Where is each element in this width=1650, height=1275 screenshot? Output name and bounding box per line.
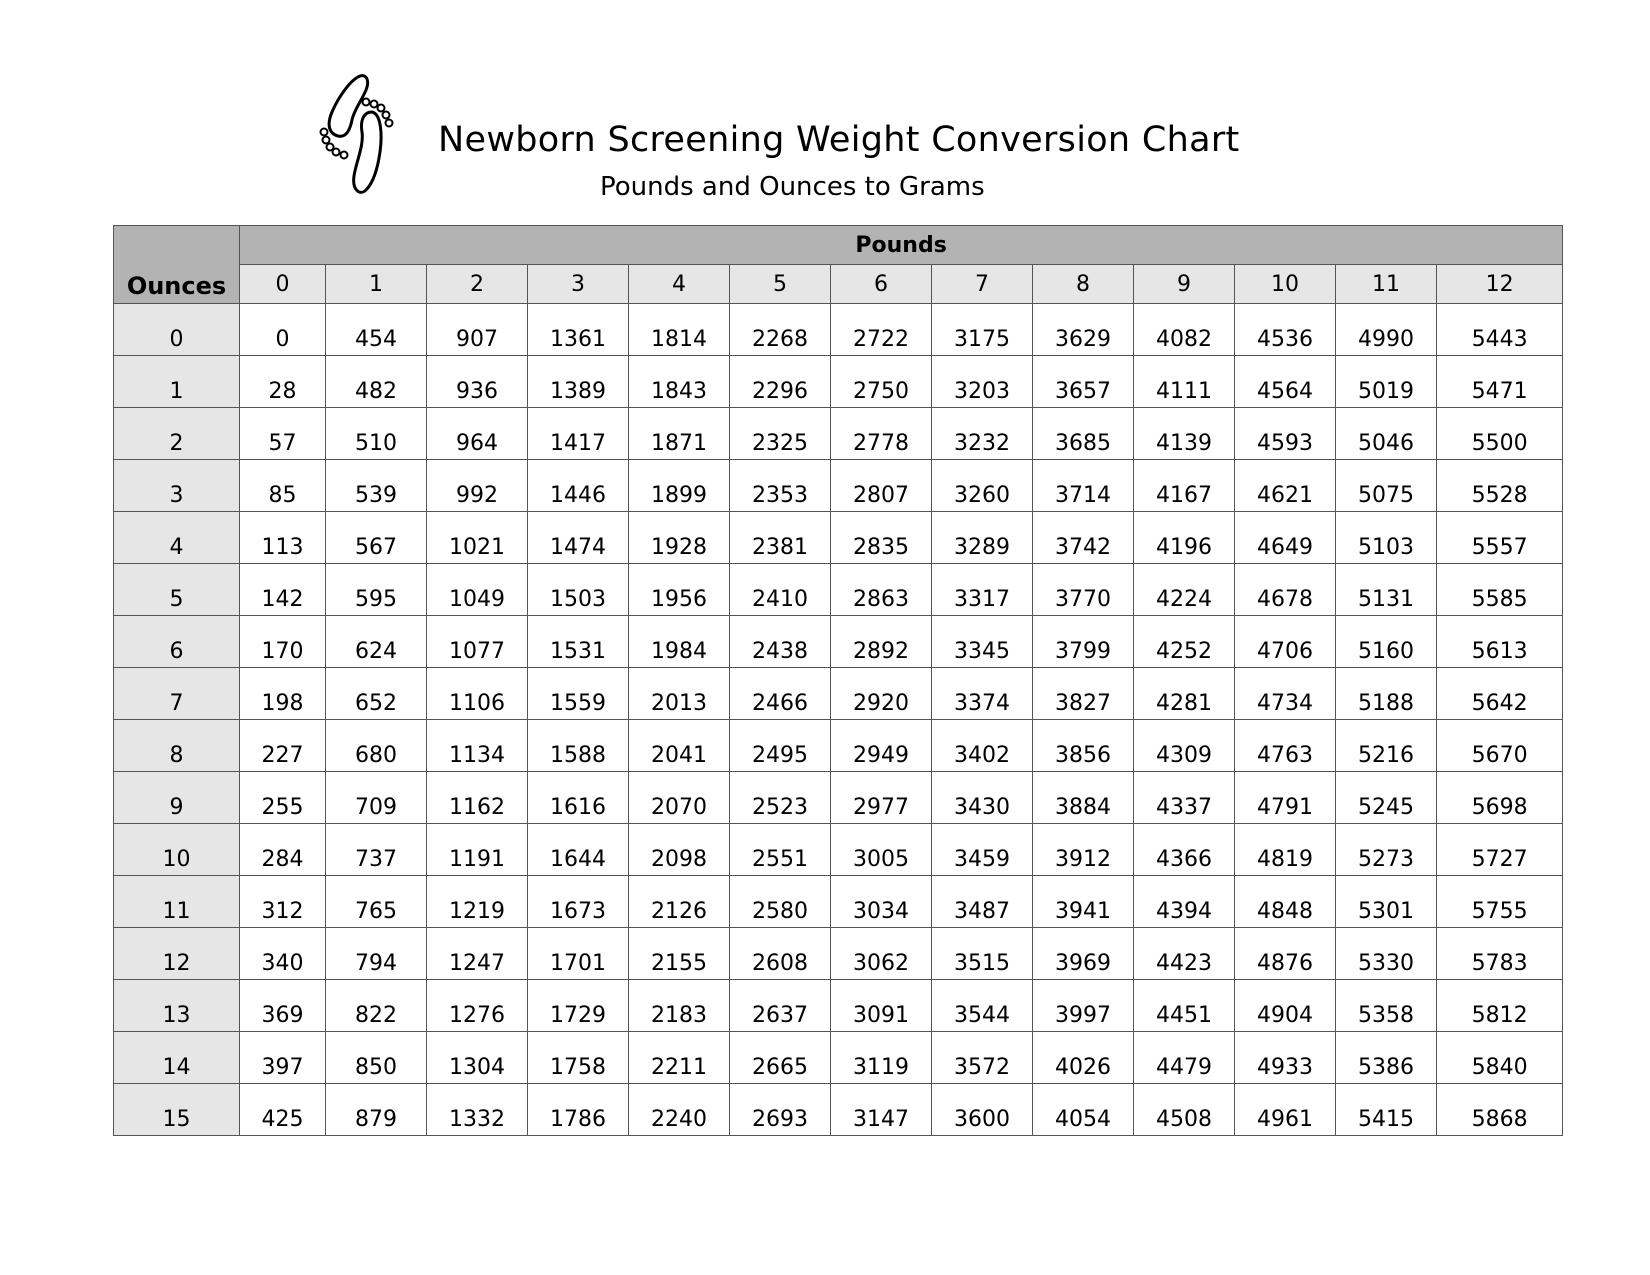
grams-cell: 1446	[528, 460, 629, 512]
ounces-row-header: 14	[114, 1032, 240, 1084]
grams-cell: 5216	[1336, 720, 1437, 772]
grams-cell: 822	[326, 980, 427, 1032]
grams-cell: 3091	[831, 980, 932, 1032]
grams-cell: 4366	[1134, 824, 1235, 876]
grams-cell: 454	[326, 304, 427, 356]
grams-cell: 4791	[1235, 772, 1336, 824]
grams-cell: 1786	[528, 1084, 629, 1136]
grams-cell: 369	[240, 980, 326, 1032]
grams-cell: 5131	[1336, 564, 1437, 616]
grams-cell: 4621	[1235, 460, 1336, 512]
grams-cell: 3657	[1033, 356, 1134, 408]
grams-cell: 709	[326, 772, 427, 824]
table-row	[114, 564, 1563, 616]
grams-cell: 3856	[1033, 720, 1134, 772]
grams-cell: 4564	[1235, 356, 1336, 408]
ounces-row-header: 10	[114, 824, 240, 876]
grams-cell: 2013	[629, 668, 730, 720]
grams-cell: 2183	[629, 980, 730, 1032]
pound-column-header: 10	[1235, 265, 1336, 304]
grams-cell: 2155	[629, 928, 730, 980]
grams-cell: 4026	[1033, 1032, 1134, 1084]
footprints-icon	[316, 72, 406, 202]
grams-cell: 1984	[629, 616, 730, 668]
grams-cell: 4309	[1134, 720, 1235, 772]
grams-cell: 113	[240, 512, 326, 564]
grams-cell: 624	[326, 616, 427, 668]
pound-column-header: 4	[629, 265, 730, 304]
grams-cell: 0	[240, 304, 326, 356]
grams-cell: 1049	[427, 564, 528, 616]
grams-cell: 4933	[1235, 1032, 1336, 1084]
grams-cell: 4848	[1235, 876, 1336, 928]
grams-cell: 4337	[1134, 772, 1235, 824]
grams-cell: 2126	[629, 876, 730, 928]
grams-cell: 5557	[1437, 512, 1563, 564]
pound-column-header: 6	[831, 265, 932, 304]
grams-cell: 3034	[831, 876, 932, 928]
table-row	[114, 928, 1563, 980]
grams-cell: 2863	[831, 564, 932, 616]
grams-cell: 3969	[1033, 928, 1134, 980]
grams-cell: 2892	[831, 616, 932, 668]
grams-cell: 3232	[932, 408, 1033, 460]
grams-cell: 2608	[730, 928, 831, 980]
grams-cell: 1361	[528, 304, 629, 356]
grams-cell: 2296	[730, 356, 831, 408]
grams-cell: 2920	[831, 668, 932, 720]
table-row	[114, 980, 1563, 1032]
grams-cell: 2466	[730, 668, 831, 720]
table-row	[114, 720, 1563, 772]
grams-cell: 5273	[1336, 824, 1437, 876]
grams-cell: 4706	[1235, 616, 1336, 668]
grams-cell: 1219	[427, 876, 528, 928]
ounces-row-header: 15	[114, 1084, 240, 1136]
grams-cell: 5415	[1336, 1084, 1437, 1136]
grams-cell: 4423	[1134, 928, 1235, 980]
pound-column-header: 1	[326, 265, 427, 304]
conversion-table	[113, 225, 1563, 1136]
page-title: Newborn Screening Weight Conversion Chart	[438, 120, 1240, 160]
grams-cell: 2722	[831, 304, 932, 356]
grams-cell: 1417	[528, 408, 629, 460]
grams-cell: 5642	[1437, 668, 1563, 720]
pound-column-header: 5	[730, 265, 831, 304]
grams-cell: 4196	[1134, 512, 1235, 564]
ounces-row-header: 9	[114, 772, 240, 824]
grams-cell: 2523	[730, 772, 831, 824]
pound-column-header: 0	[240, 265, 326, 304]
grams-cell: 1758	[528, 1032, 629, 1084]
grams-cell: 2778	[831, 408, 932, 460]
grams-cell: 2949	[831, 720, 932, 772]
grams-cell: 1644	[528, 824, 629, 876]
grams-cell: 3742	[1033, 512, 1134, 564]
grams-cell: 5160	[1336, 616, 1437, 668]
grams-cell: 4082	[1134, 304, 1235, 356]
ounces-row-header: 2	[114, 408, 240, 460]
grams-cell: 567	[326, 512, 427, 564]
pounds-header: Pounds	[240, 226, 1563, 265]
grams-cell: 1956	[629, 564, 730, 616]
table-row	[114, 772, 1563, 824]
grams-cell: 3402	[932, 720, 1033, 772]
grams-cell: 1928	[629, 512, 730, 564]
grams-cell: 3799	[1033, 616, 1134, 668]
grams-cell: 765	[326, 876, 427, 928]
grams-cell: 2353	[730, 460, 831, 512]
grams-cell: 3941	[1033, 876, 1134, 928]
header-row-pound-values	[114, 265, 1563, 304]
grams-cell: 3175	[932, 304, 1033, 356]
grams-cell: 1134	[427, 720, 528, 772]
grams-cell: 5103	[1336, 512, 1437, 564]
grams-cell: 5840	[1437, 1032, 1563, 1084]
grams-cell: 2750	[831, 356, 932, 408]
grams-cell: 28	[240, 356, 326, 408]
grams-cell: 2098	[629, 824, 730, 876]
page-subtitle: Pounds and Ounces to Grams	[600, 172, 985, 202]
grams-cell: 907	[427, 304, 528, 356]
grams-cell: 5358	[1336, 980, 1437, 1032]
grams-cell: 3260	[932, 460, 1033, 512]
grams-cell: 1559	[528, 668, 629, 720]
grams-cell: 1503	[528, 564, 629, 616]
grams-cell: 4819	[1235, 824, 1336, 876]
grams-cell: 1814	[629, 304, 730, 356]
grams-cell: 1701	[528, 928, 629, 980]
grams-cell: 4111	[1134, 356, 1235, 408]
grams-cell: 5500	[1437, 408, 1563, 460]
grams-cell: 992	[427, 460, 528, 512]
ounces-row-header: 1	[114, 356, 240, 408]
grams-cell: 3997	[1033, 980, 1134, 1032]
grams-cell: 5301	[1336, 876, 1437, 928]
grams-cell: 4649	[1235, 512, 1336, 564]
grams-cell: 4394	[1134, 876, 1235, 928]
grams-cell: 2693	[730, 1084, 831, 1136]
grams-cell: 1304	[427, 1032, 528, 1084]
grams-cell: 2325	[730, 408, 831, 460]
grams-cell: 2807	[831, 460, 932, 512]
pound-column-header: 3	[528, 265, 629, 304]
grams-cell: 4904	[1235, 980, 1336, 1032]
grams-cell: 3119	[831, 1032, 932, 1084]
pound-column-header: 12	[1437, 265, 1563, 304]
grams-cell: 3147	[831, 1084, 932, 1136]
grams-cell: 397	[240, 1032, 326, 1084]
grams-cell: 936	[427, 356, 528, 408]
grams-cell: 539	[326, 460, 427, 512]
grams-cell: 4139	[1134, 408, 1235, 460]
table-row	[114, 304, 1563, 356]
grams-cell: 5670	[1437, 720, 1563, 772]
grams-cell: 2665	[730, 1032, 831, 1084]
ounces-row-header: 7	[114, 668, 240, 720]
grams-cell: 3317	[932, 564, 1033, 616]
grams-cell: 2268	[730, 304, 831, 356]
table-header	[114, 226, 1563, 304]
grams-cell: 5330	[1336, 928, 1437, 980]
grams-cell: 3203	[932, 356, 1033, 408]
table-row	[114, 512, 1563, 564]
ounces-row-header: 12	[114, 928, 240, 980]
ounces-header: Ounces	[114, 226, 240, 304]
grams-cell: 1588	[528, 720, 629, 772]
pound-column-header: 9	[1134, 265, 1235, 304]
grams-cell: 4479	[1134, 1032, 1235, 1084]
grams-cell: 1474	[528, 512, 629, 564]
grams-cell: 4876	[1235, 928, 1336, 980]
grams-cell: 1871	[629, 408, 730, 460]
grams-cell: 4961	[1235, 1084, 1336, 1136]
grams-cell: 964	[427, 408, 528, 460]
grams-cell: 4281	[1134, 668, 1235, 720]
grams-cell: 5698	[1437, 772, 1563, 824]
grams-cell: 2070	[629, 772, 730, 824]
grams-cell: 5868	[1437, 1084, 1563, 1136]
grams-cell: 5443	[1437, 304, 1563, 356]
grams-cell: 595	[326, 564, 427, 616]
grams-cell: 5188	[1336, 668, 1437, 720]
pound-column-header: 8	[1033, 265, 1134, 304]
table-row	[114, 408, 1563, 460]
grams-cell: 3005	[831, 824, 932, 876]
grams-cell: 5613	[1437, 616, 1563, 668]
grams-cell: 2580	[730, 876, 831, 928]
grams-cell: 5245	[1336, 772, 1437, 824]
pound-column-header: 2	[427, 265, 528, 304]
grams-cell: 737	[326, 824, 427, 876]
grams-cell: 2835	[831, 512, 932, 564]
grams-cell: 284	[240, 824, 326, 876]
grams-cell: 510	[326, 408, 427, 460]
table-row	[114, 668, 1563, 720]
grams-cell: 1729	[528, 980, 629, 1032]
grams-cell: 1332	[427, 1084, 528, 1136]
grams-cell: 1021	[427, 512, 528, 564]
grams-cell: 5727	[1437, 824, 1563, 876]
grams-cell: 4252	[1134, 616, 1235, 668]
grams-cell: 2977	[831, 772, 932, 824]
grams-cell: 2041	[629, 720, 730, 772]
table-row	[114, 824, 1563, 876]
grams-cell: 850	[326, 1032, 427, 1084]
grams-cell: 85	[240, 460, 326, 512]
grams-cell: 142	[240, 564, 326, 616]
grams-cell: 2637	[730, 980, 831, 1032]
grams-cell: 425	[240, 1084, 326, 1136]
ounces-row-header: 13	[114, 980, 240, 1032]
grams-cell: 2211	[629, 1032, 730, 1084]
grams-cell: 1247	[427, 928, 528, 980]
grams-cell: 1389	[528, 356, 629, 408]
grams-cell: 3572	[932, 1032, 1033, 1084]
grams-cell: 5528	[1437, 460, 1563, 512]
grams-cell: 879	[326, 1084, 427, 1136]
grams-cell: 652	[326, 668, 427, 720]
ounces-row-header: 5	[114, 564, 240, 616]
table-row	[114, 1084, 1563, 1136]
grams-cell: 4451	[1134, 980, 1235, 1032]
ounces-row-header: 6	[114, 616, 240, 668]
ounces-row-header: 11	[114, 876, 240, 928]
table-row	[114, 1032, 1563, 1084]
grams-cell: 3544	[932, 980, 1033, 1032]
grams-cell: 340	[240, 928, 326, 980]
grams-cell: 2381	[730, 512, 831, 564]
grams-cell: 2410	[730, 564, 831, 616]
grams-cell: 1843	[629, 356, 730, 408]
grams-cell: 1162	[427, 772, 528, 824]
grams-cell: 794	[326, 928, 427, 980]
grams-cell: 3062	[831, 928, 932, 980]
grams-cell: 1531	[528, 616, 629, 668]
grams-cell: 4508	[1134, 1084, 1235, 1136]
table-row	[114, 460, 1563, 512]
grams-cell: 5386	[1336, 1032, 1437, 1084]
grams-cell: 3515	[932, 928, 1033, 980]
grams-cell: 4224	[1134, 564, 1235, 616]
table-row	[114, 356, 1563, 408]
table-row	[114, 616, 1563, 668]
grams-cell: 1077	[427, 616, 528, 668]
grams-cell: 5585	[1437, 564, 1563, 616]
grams-cell: 3345	[932, 616, 1033, 668]
grams-cell: 1106	[427, 668, 528, 720]
grams-cell: 5046	[1336, 408, 1437, 460]
grams-cell: 3430	[932, 772, 1033, 824]
grams-cell: 4734	[1235, 668, 1336, 720]
grams-cell: 5471	[1437, 356, 1563, 408]
pound-column-header: 11	[1336, 265, 1437, 304]
grams-cell: 3912	[1033, 824, 1134, 876]
grams-cell: 1899	[629, 460, 730, 512]
table-body	[114, 304, 1563, 1136]
pound-column-header: 7	[932, 265, 1033, 304]
ounces-row-header: 4	[114, 512, 240, 564]
grams-cell: 5812	[1437, 980, 1563, 1032]
grams-cell: 2438	[730, 616, 831, 668]
grams-cell: 3487	[932, 876, 1033, 928]
grams-cell: 4763	[1235, 720, 1336, 772]
ounces-row-header: 0	[114, 304, 240, 356]
grams-cell: 1673	[528, 876, 629, 928]
table-row	[114, 876, 1563, 928]
grams-cell: 4167	[1134, 460, 1235, 512]
grams-cell: 312	[240, 876, 326, 928]
grams-cell: 2240	[629, 1084, 730, 1136]
grams-cell: 3459	[932, 824, 1033, 876]
header-row-pounds	[114, 226, 1563, 265]
grams-cell: 5783	[1437, 928, 1563, 980]
grams-cell: 4990	[1336, 304, 1437, 356]
grams-cell: 2551	[730, 824, 831, 876]
grams-cell: 5019	[1336, 356, 1437, 408]
grams-cell: 1276	[427, 980, 528, 1032]
grams-cell: 4054	[1033, 1084, 1134, 1136]
grams-cell: 4678	[1235, 564, 1336, 616]
grams-cell: 3884	[1033, 772, 1134, 824]
grams-cell: 680	[326, 720, 427, 772]
grams-cell: 3600	[932, 1084, 1033, 1136]
grams-cell: 5075	[1336, 460, 1437, 512]
grams-cell: 5755	[1437, 876, 1563, 928]
ounces-row-header: 8	[114, 720, 240, 772]
grams-cell: 57	[240, 408, 326, 460]
grams-cell: 1191	[427, 824, 528, 876]
grams-cell: 482	[326, 356, 427, 408]
grams-cell: 4536	[1235, 304, 1336, 356]
grams-cell: 2495	[730, 720, 831, 772]
grams-cell: 255	[240, 772, 326, 824]
grams-cell: 227	[240, 720, 326, 772]
grams-cell: 3827	[1033, 668, 1134, 720]
grams-cell: 3714	[1033, 460, 1134, 512]
ounces-row-header: 3	[114, 460, 240, 512]
grams-cell: 3685	[1033, 408, 1134, 460]
grams-cell: 198	[240, 668, 326, 720]
grams-cell: 3374	[932, 668, 1033, 720]
grams-cell: 1616	[528, 772, 629, 824]
grams-cell: 3289	[932, 512, 1033, 564]
grams-cell: 3770	[1033, 564, 1134, 616]
grams-cell: 4593	[1235, 408, 1336, 460]
grams-cell: 170	[240, 616, 326, 668]
grams-cell: 3629	[1033, 304, 1134, 356]
